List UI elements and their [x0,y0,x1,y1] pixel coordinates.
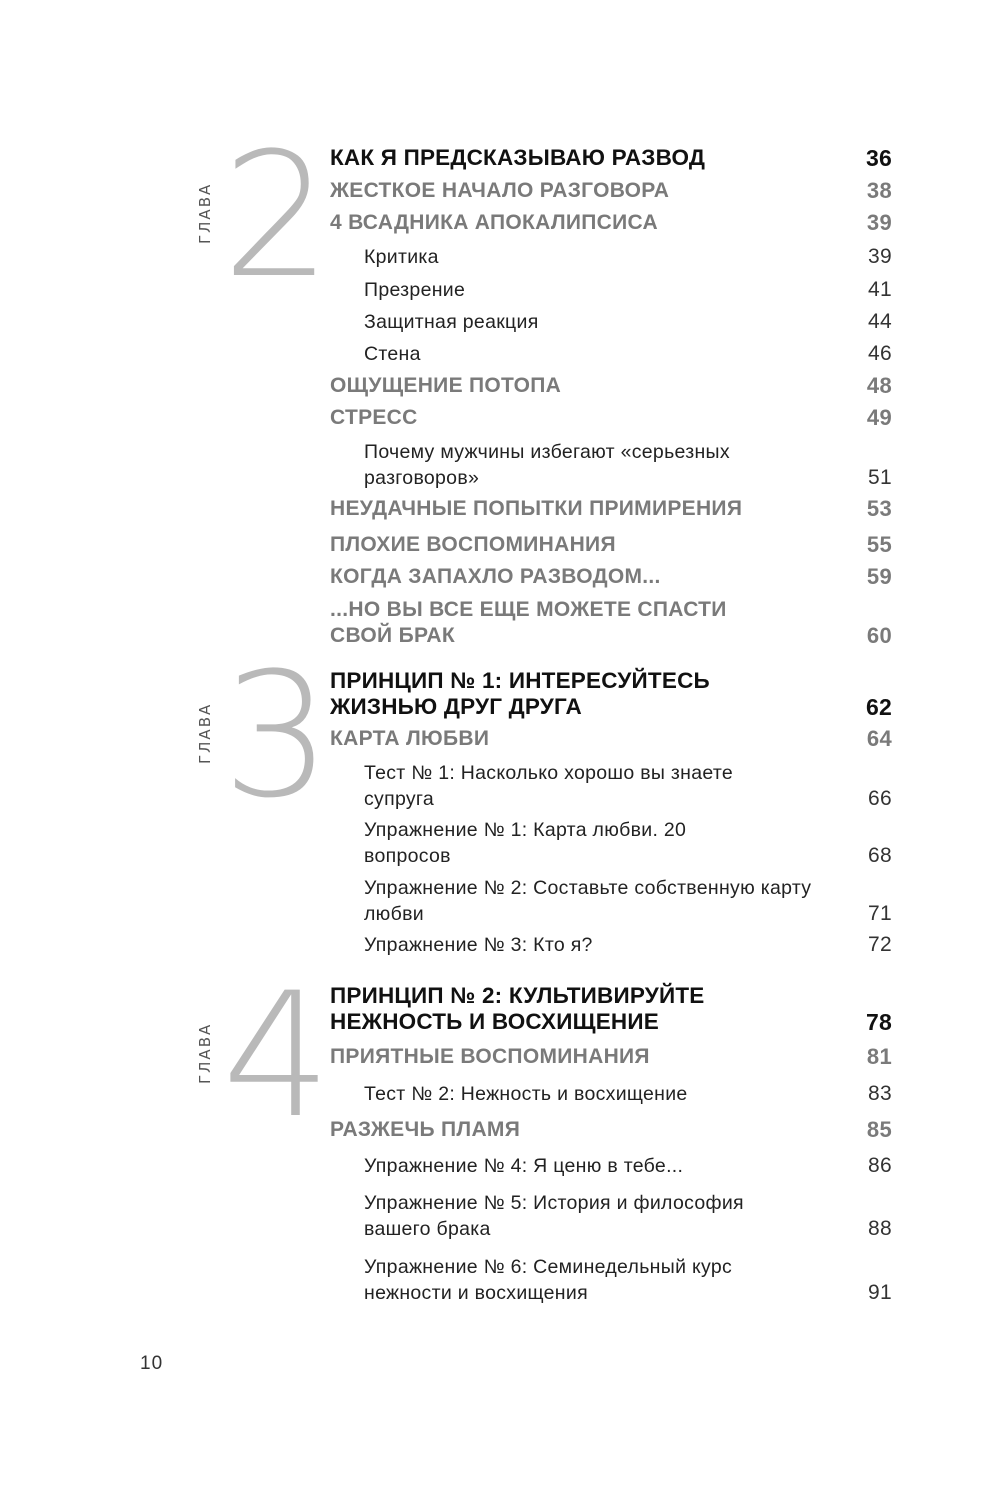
chapter-4-label: ГЛАВА [196,1022,214,1084]
toc-entry-sub[interactable] [364,1081,892,1107]
toc-entry-page: 46 [868,342,892,365]
toc-entry-title: Упражнение № 3: Кто я? [364,934,593,956]
toc-entry-page: 83 [868,1082,892,1105]
toc-entry-page: 60 [866,623,892,648]
toc-entry-section[interactable] [330,1117,892,1143]
page-number: 10 [140,1353,164,1374]
toc-entry-title: Презрение [364,279,466,301]
toc-entry-page: 48 [866,373,892,398]
toc-entry-section[interactable] [330,1044,892,1070]
toc-entry-title: Тест № 1: Насколько хорошо вы знаете супруга [364,762,734,810]
toc-entry-title: ПРИЯТНЫЕ ВОСПОМИНАНИЯ [330,1045,650,1068]
toc-entry-title: Упражнение № 4: Я ценю в тебе... [364,1155,684,1177]
toc-entry-title: ПЛОХИЕ ВОСПОМИНАНИЯ [330,533,616,556]
toc-entry-section[interactable] [330,373,892,399]
toc-entry-title: ...НО ВЫ ВСЕ ЕЩЕ МОЖЕТЕ СПАСТИ СВОЙ БРАК [330,598,727,647]
toc-entry-page: 53 [866,496,892,521]
toc-entry-sub[interactable] [364,1153,892,1179]
toc-entry-sub[interactable] [364,932,892,958]
toc-entry-section[interactable] [330,496,892,522]
toc-entry-title: Стена [364,343,421,365]
toc-entry-title: Критика [364,246,439,268]
toc-entry-sub[interactable] [364,244,892,270]
toc-entry-page: 36 [866,145,892,171]
toc-entry-page: 86 [868,1154,892,1177]
toc-entry-sub[interactable] [364,277,892,303]
toc-entry-sub[interactable] [364,875,892,927]
toc-entry-page: 51 [868,466,892,489]
toc-entry-page: 91 [868,1281,892,1304]
toc-entry-title: РАЗЖЕЧЬ ПЛАМЯ [330,1118,521,1141]
toc-entry-section[interactable] [330,405,892,431]
toc-entry-title: Упражнение № 1: Карта любви. 20 вопросов [364,819,687,867]
toc-entry-title: КОГДА ЗАПАХЛО РАЗВОДОМ... [330,565,661,588]
toc-entry-title: КАК Я ПРЕДСКАЗЫВАЮ РАЗВОД [330,145,706,170]
toc-entry-page: 59 [866,564,892,589]
toc-entry-title: НЕУДАЧНЫЕ ПОПЫТКИ ПРИМИРЕНИЯ [330,497,743,520]
toc-entry-page: 62 [866,694,892,720]
toc-entry-section[interactable] [330,210,892,236]
toc-entry-main[interactable] [330,145,892,171]
toc-entry-page: 49 [866,405,892,430]
toc-entry-sub[interactable] [364,817,892,869]
toc-entry-main[interactable] [330,983,892,1035]
toc-entry-title: Упражнение № 5: История и философия вашего брака [364,1192,744,1240]
toc-entry-title: Тест № 2: Нежность и восхищение [364,1083,688,1105]
toc-entry-page: 85 [866,1117,892,1142]
toc-entry-page: 66 [868,787,892,810]
toc-entry-page: 78 [866,1009,892,1035]
toc-entry-page: 41 [868,278,892,301]
toc-entry-sub[interactable] [364,309,892,335]
toc-entry-section[interactable] [330,597,892,649]
toc-entry-section[interactable] [330,726,892,752]
toc-entry-page: 81 [866,1044,892,1069]
toc-entry-section[interactable] [330,178,892,204]
toc-entry-section[interactable] [330,532,892,558]
toc-entry-page: 38 [866,178,892,203]
chapter-3-number: 3 [222,635,328,836]
toc-entry-sub[interactable] [364,760,892,812]
chapter-3-label: ГЛАВА [196,702,214,764]
toc-entry-title: Защитная реакция [364,311,539,333]
toc-entry-page: 88 [868,1217,892,1240]
toc-entry-title: ОЩУЩЕНИЕ ПОТОПА [330,374,562,397]
toc-entry-title: 4 ВСАДНИКА АПОКАЛИПСИСА [330,211,658,234]
toc-entry-page: 72 [868,933,892,956]
toc-entry-title: Упражнение № 6: Семинедельный курс нежности и восхищения [364,1256,733,1304]
toc-entry-main[interactable] [330,668,892,720]
toc-entry-sub[interactable] [364,341,892,367]
chapter-2-label: ГЛАВА [196,182,214,244]
toc-entry-sub[interactable] [364,1254,892,1306]
toc-entry-title: КАРТА ЛЮБВИ [330,727,490,750]
chapter-2-number: 2 [222,115,328,316]
toc-entry-title: Почему мужчины избегают «серьезных разговоров» [364,441,730,489]
toc-entry-page: 64 [866,726,892,751]
toc-entry-page: 44 [868,310,892,333]
toc-entry-page: 39 [866,210,892,235]
toc-entry-title: ПРИНЦИП № 2: КУЛЬТИВИРУЙТЕ НЕЖНОСТЬ И ВОСХИЩЕНИЕ [330,983,705,1034]
toc-entry-page: 55 [866,532,892,557]
toc-entry-section[interactable] [330,564,892,590]
toc-entry-page: 39 [868,245,892,268]
toc-entry-page: 68 [868,844,892,867]
toc-entry-title: ПРИНЦИП № 1: ИНТЕРЕСУЙТЕСЬ ЖИЗНЬЮ ДРУГ ДРУГА [330,668,710,719]
toc-entry-sub[interactable] [364,439,892,491]
toc-entry-page: 71 [868,902,892,925]
toc-entry-title: Упражнение № 2: Составьте собственную карту любви [364,877,812,925]
toc-entry-sub[interactable] [364,1190,892,1242]
toc-entry-title: СТРЕСС [330,406,418,429]
toc-entry-title: ЖЕСТКОЕ НАЧАЛО РАЗГОВОРА [330,179,670,202]
chapter-4-number: 4 [222,955,328,1156]
